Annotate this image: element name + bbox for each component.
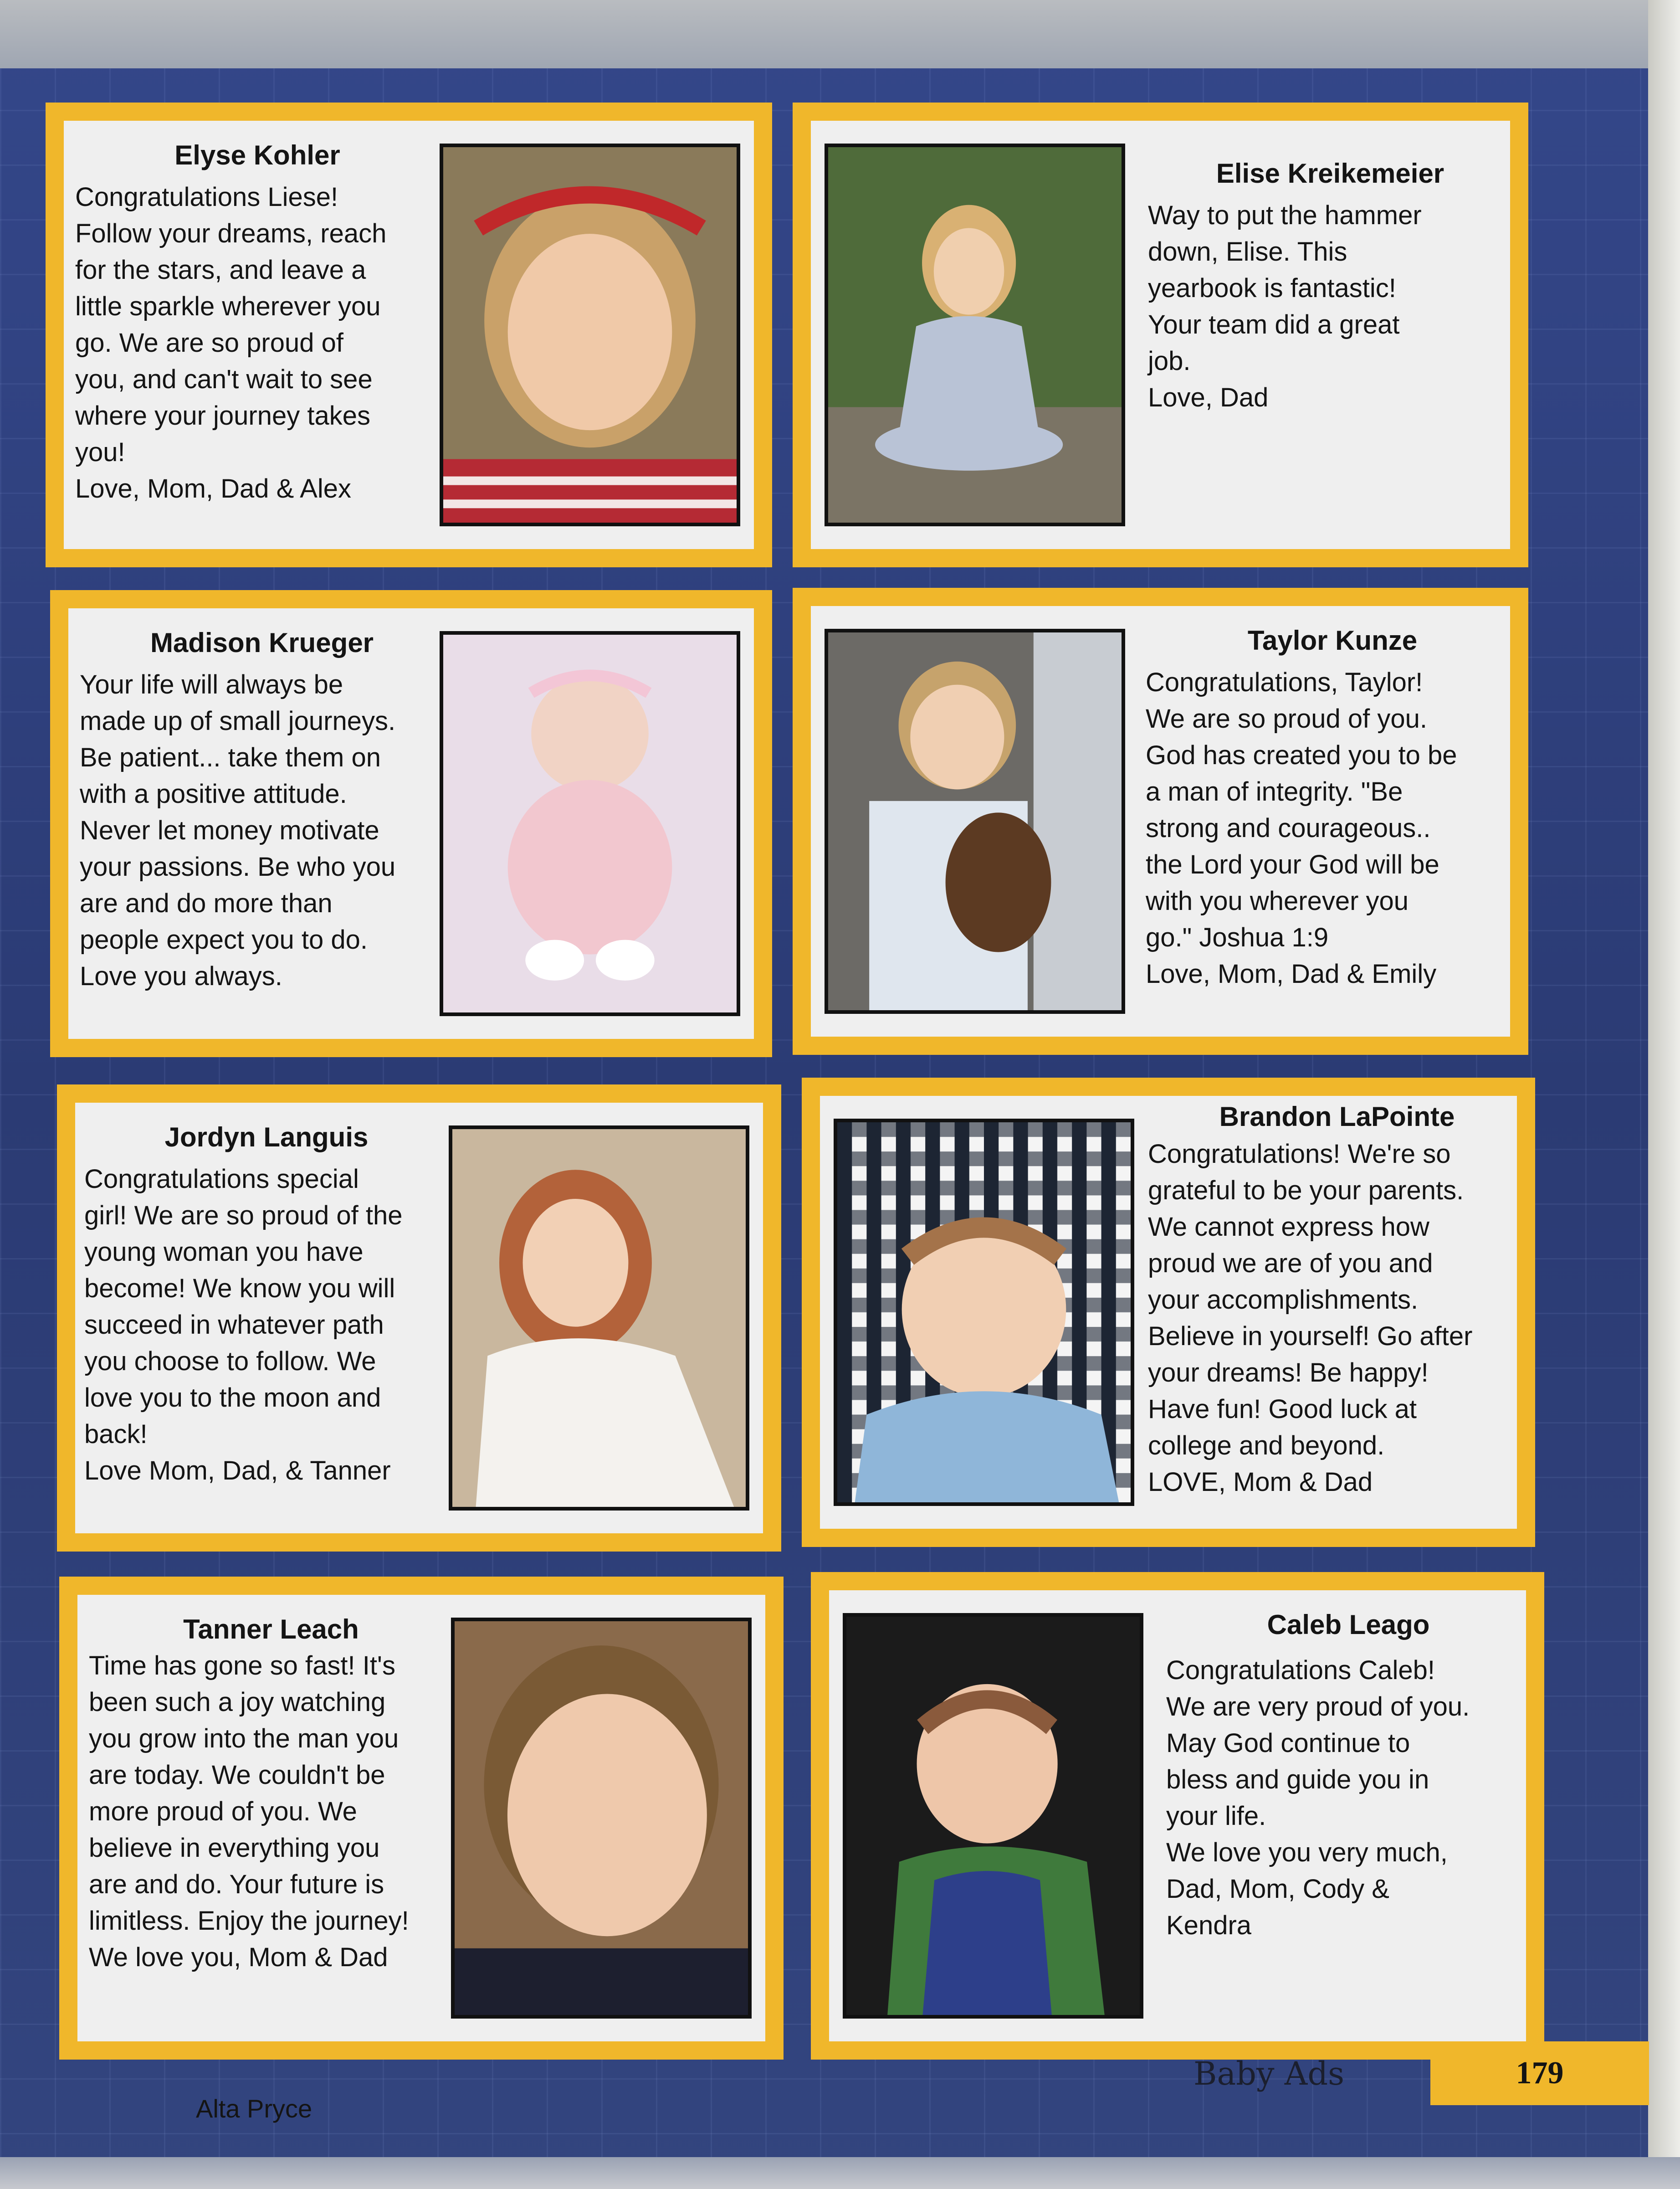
- page-binding-edge: [1648, 0, 1680, 2189]
- page-top-edge: [0, 0, 1680, 68]
- ad-text: [80, 627, 444, 1021]
- ad-card-brandon-lapointe: [802, 1078, 1535, 1547]
- ad-name: Elise Kreikemeier: [1216, 158, 1444, 189]
- ad-message: Congratulations, Taylor! We are so proud of you. God has created you to be a man of integrity. "Be strong and courageous.. the Lord your God will be with you wherever you go." Joshua 1:9 Love, Mom, Dad & Emily: [1146, 668, 1457, 989]
- ad-message: Your life will always be made up of small journeys. Be patient... take them on with a positive attitude. Never let money motivate your passions. Be who you are and do more than people expect you to do. Love you always.: [80, 670, 396, 991]
- ad-name: Jordyn Languis: [164, 1122, 369, 1152]
- ad-text: [89, 1613, 453, 2023]
- page-number: 179: [1516, 2055, 1564, 2091]
- ad-card-body: [811, 121, 1510, 549]
- ad-card-body: [68, 608, 754, 1039]
- ad-card-body: [64, 121, 754, 549]
- ad-text: [1166, 1608, 1531, 2023]
- ad-text: [1148, 139, 1512, 531]
- ad-card-elise-kreikemeier: [793, 103, 1528, 567]
- ad-card-body: [77, 1595, 765, 2041]
- ad-name: Brandon LaPointe: [1219, 1101, 1455, 1132]
- ad-message: Congratulations! We're so grateful to be your parents. We cannot express how proud we are of you and your accomplishments. Believe in yourself! Go after your dreams! Be happy! Have fun! Good luck at college and beyond. LOVE, Mom & Dad: [1148, 1139, 1473, 1497]
- ad-card-body: [820, 1096, 1517, 1529]
- ad-message: Congratulations Liese! Follow your dreams, reach for the stars, and leave a little sparkle wherever you go. We are so proud of you, and can't wait to see where your journey takes you! Love, Mom, Dad & Alex: [75, 182, 387, 504]
- child-photo: [825, 629, 1125, 1014]
- ad-card-tanner-leach: [59, 1577, 784, 2060]
- ad-message: Way to put the hammer down, Elise. This yearbook is fantastic! Your team did a great job. Love, Dad: [1148, 200, 1422, 412]
- ad-card-elyse-kohler: [46, 103, 772, 567]
- ad-text: [75, 139, 440, 531]
- child-photo: [834, 1119, 1134, 1506]
- ad-name: Taylor Kunze: [1247, 625, 1418, 656]
- ad-name: Caleb Leago: [1267, 1609, 1430, 1640]
- ad-name: Madison Krueger: [150, 627, 374, 658]
- ad-text: [1146, 624, 1519, 1018]
- ad-card-body: [811, 606, 1510, 1037]
- ad-message: Congratulations special girl! We are so proud of the young woman you have become! We know you will succeed in whatever path you choose to follow. We love you to the moon and back! Love Mom, Dad, & Tanner: [84, 1164, 403, 1485]
- ad-name: Tanner Leach: [183, 1614, 359, 1644]
- ad-card-caleb-leago: [811, 1572, 1544, 2060]
- child-photo: [440, 631, 740, 1016]
- child-photo: [825, 144, 1125, 526]
- ad-message: Congratulations Caleb! We are very proud of you. May God continue to bless and guide you in your life. We love you very much, Dad, Mom, Cody & Kendra: [1166, 1655, 1470, 1940]
- page-number-tab: [1430, 2041, 1649, 2105]
- ad-card-body: [75, 1103, 763, 1533]
- ad-card-taylor-kunze: [793, 588, 1528, 1055]
- ad-card-jordyn-languis: [57, 1084, 781, 1552]
- photo-credit: Alta Pryce: [196, 2094, 312, 2123]
- ad-text: [1148, 1100, 1526, 1511]
- child-photo: [440, 144, 740, 526]
- ad-card-body: [829, 1590, 1526, 2041]
- ad-text: [84, 1121, 449, 1515]
- child-photo: [843, 1613, 1143, 2019]
- child-photo: [449, 1125, 749, 1511]
- ad-message: Time has gone so fast! It's been such a joy watching you grow into the man you are today. We couldn't be more proud of you. We believe in everything you are and do. Your future is limitless. Enjoy the journey! We love you, Mom & Dad: [89, 1651, 409, 1972]
- ad-card-madison-krueger: [50, 590, 772, 1057]
- page-bottom-edge: [0, 2157, 1680, 2189]
- section-title: Baby Ads: [1193, 2055, 1345, 2092]
- ad-name: Elyse Kohler: [174, 140, 340, 170]
- child-photo: [451, 1618, 752, 2019]
